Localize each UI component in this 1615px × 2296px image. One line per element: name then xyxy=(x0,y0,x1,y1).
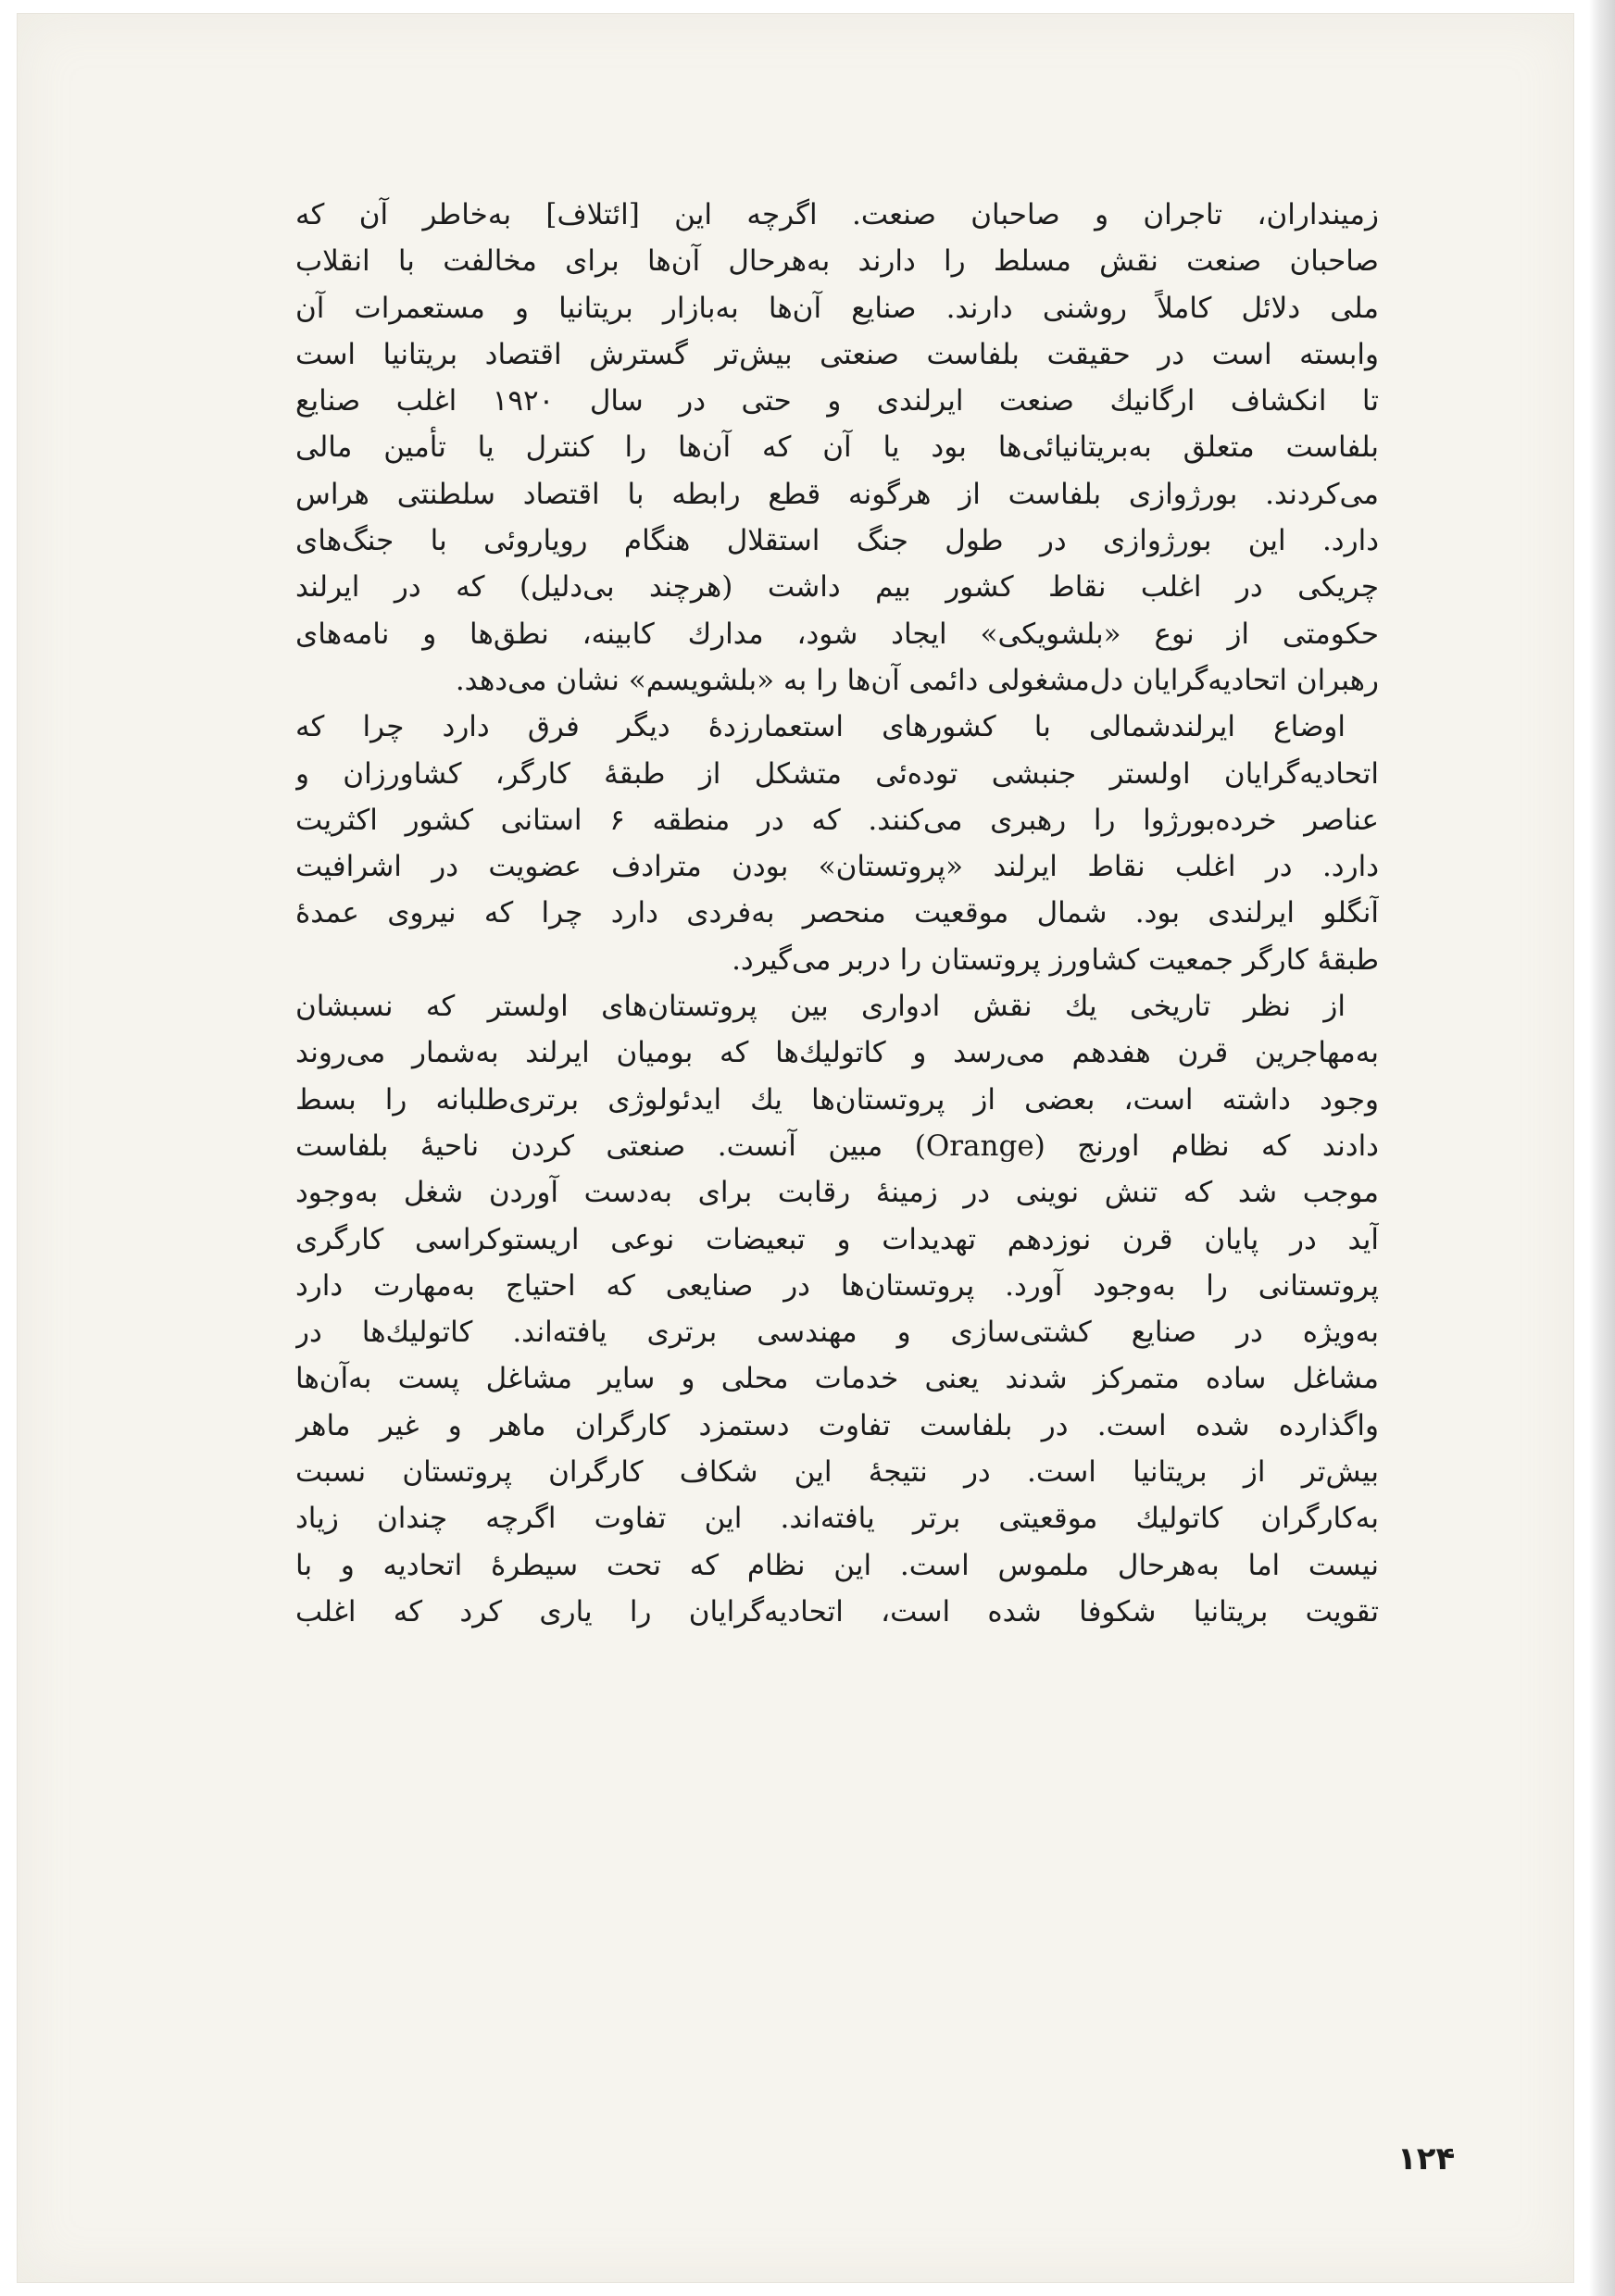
text-line: صاحبان صنعت نقش مسلط را دارند به‌هرحال آن‌ها برای مخالفت با انقلاب xyxy=(295,244,1379,279)
book-page xyxy=(17,13,1574,2283)
paragraph-start-line: از نظر تاریخی یك نقش ادواری بین پروتستان‌های اولستر که نسبشان xyxy=(295,990,1346,1024)
text-line: تقویت بریتانیا شکوفا شده است، اتحادیه‌گرایان را یاری کرد که اغلب xyxy=(295,1594,1379,1628)
page-number: ۱۲۴ xyxy=(1397,2140,1456,2177)
text-line: اتحادیه‌گرایان اولستر جنبشی توده‌ئی متشکل از طبقهٔ کارگر، کشاورزان و xyxy=(295,756,1379,791)
body-text xyxy=(295,192,1379,1635)
text-line: حکومتی از نوع «بلشویکی» ایجاد شود، مدارك کابینه، نطق‌ها و نامه‌های xyxy=(295,617,1379,651)
text-line: می‌کردند. بورژوازی بلفاست از هرگونه قطع رابطه با اقتصاد سلطنتی هراس xyxy=(295,477,1379,511)
text-line: وجود داشته است، بعضی از پروتستان‌ها یك ایدئولوژی برتری‌طلبانه را بسط xyxy=(295,1082,1379,1117)
text-line: زمینداران، تاجران و صاحبان صنعت. اگرچه این [ائتلاف] به‌خاطر آن که xyxy=(295,198,1379,231)
text-line: دارد. این بورژوازی در طول جنگ استقلال هنگام رویاروئی با جنگ‌های xyxy=(295,524,1379,558)
text-line: بیش‌تر از بریتانیا است. در نتیجهٔ این شکاف کارگران پروتستان نسبت xyxy=(295,1455,1379,1490)
text-line: به‌ویژه در صنایع کشتی‌سازی و مهندسی برتری یافته‌اند. کاتولیك‌ها در xyxy=(295,1316,1379,1350)
text-line: موجب شد که تنش نوینی در زمینهٔ رقابت برای به‌دست آوردن شغل به‌وجود xyxy=(295,1176,1379,1210)
paragraph-end-line: رهبران اتحادیه‌گرایان دل‌مشغولی دائمی آن‌ها را به «بلشویسم» نشان می‌دهد. xyxy=(455,663,1379,697)
text-line: به‌مهاجرین قرن هفدهم می‌رسد و کاتولیك‌ها که بومیان ایرلند به‌شمار می‌روند xyxy=(295,1036,1379,1070)
text-line: نیست اما به‌هرحال ملموس است. این نظام که تحت سیطرهٔ اتحادیه و با xyxy=(295,1548,1379,1582)
paragraph-start-line: اوضاع ایرلندشمالی با کشورهای استعمارزدهٔ دیگر فرق دارد چرا که xyxy=(295,710,1346,744)
text-line: ملی دلائل کاملاً روشنی دارند. صنایع آن‌ها به‌بازار بریتانیا و مستعمرات آن xyxy=(295,291,1379,325)
text-line: چریکی در اغلب نقاط کشور بیم داشت (هرچند بی‌دلیل) که در ایرلند xyxy=(295,570,1379,605)
text-line: وابسته است در حقیقت بلفاست صنعتی بیش‌تر گسترش اقتصاد بریتانیا است xyxy=(295,337,1379,371)
text-line: دادند که نظام اورنج (Orange) مبین آنست. صنعتی کردن ناحیهٔ بلفاست xyxy=(295,1129,1379,1163)
text-line: تا انکشاف ارگانیك صنعت ایرلندی و حتی در سال ۱۹۲۰ اغلب صنایع xyxy=(295,384,1379,418)
text-line: آید در پایان قرن نوزدهم تهدیدات و تبعیضات نوعی اریستوکراسی کارگری xyxy=(295,1222,1379,1256)
text-line: پروتستانی را به‌وجود آورد. پروتستان‌ها در صنایعی که احتیاج به‌مهارت دارد xyxy=(295,1268,1379,1303)
text-line: عناصر خرده‌بورژوا را رهبری می‌کنند. که در منطقه ۶ استانی کشور اکثریت xyxy=(295,803,1379,837)
scanner-edge-shadow xyxy=(1589,0,1615,2296)
text-line: واگذارده شده است. در بلفاست تفاوت دستمزد کارگران ماهر و غیر ماهر xyxy=(295,1408,1379,1442)
text-line: دارد. در اغلب نقاط ایرلند «پروتستان» بودن مترادف عضویت در اشرافیت xyxy=(295,850,1379,884)
text-line: به‌کارگران کاتولیك موقعیتی برتر یافته‌اند. این تفاوت اگرچه چندان زیاد xyxy=(295,1502,1379,1536)
paragraph-end-line: طبقهٔ کارگر جمعیت کشاورز پروتستان را دربر می‌گیرد. xyxy=(732,942,1379,977)
text-line: مشاغل ساده متمرکز شدند یعنی خدمات محلی و سایر مشاغل پست به‌آن‌ها xyxy=(295,1362,1379,1396)
text-line: آنگلو ایرلندی بود. شمال موقعیت منحصر به‌فردی دارد چرا که نیروی عمدهٔ xyxy=(295,896,1379,930)
text-line: بلفاست متعلق به‌بریتانیائی‌ها بود یا آن که آن‌ها را کنترل یا تأمین مالی xyxy=(295,430,1379,465)
